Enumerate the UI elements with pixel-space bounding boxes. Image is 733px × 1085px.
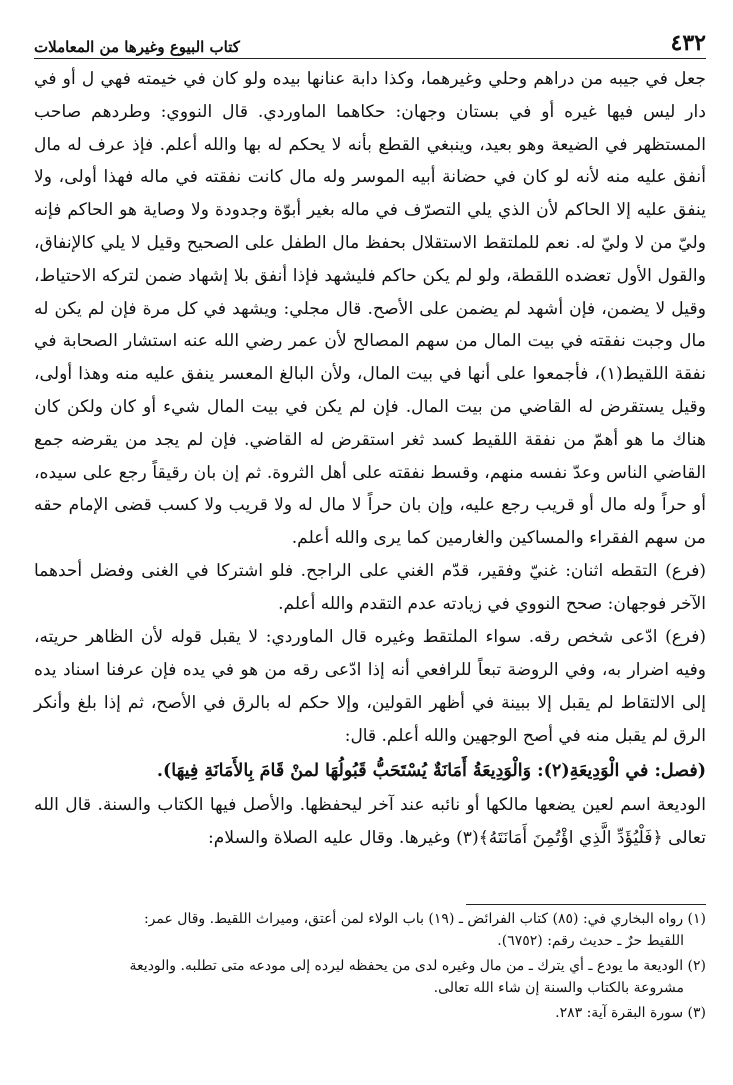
main-text [34,63,706,855]
paragraph-far-1: (فرع) التقطه اثنان: غنيّ وفقير، قدّم الغني على الراجح. فلو اشتركا في الغنى وفضل أحدهما الآخر فوجهان: صحح النووي في زيادته عدم التقدم والله أعلم. [34,560,706,614]
page [34,28,706,855]
footnote-2-line-2: مشروعة بالكتاب والسنة إن شاء الله تعالى. [433,980,684,996]
footnote-divider [466,904,706,905]
page-number: ٤٣٢ [670,30,706,56]
footnote-3 [34,1002,706,1024]
footnote-2 [34,955,706,999]
footnotes [34,904,706,1024]
running-header [34,28,706,59]
chapter-heading-wadia: (فصل: في الْوَدِيعَةِ(٢): وَالْوَدِيعَةُ أَمَانَةٌ يُسْتَحَبُّ قَبُولُهَا لمنْ قَامَ بِالأَمَانَةِ فِيهَا). [156,760,706,781]
footnote-2-line-1: (٢) الوديعة ما يودع ـ أي يترك ـ من مال وغيره لدى من يحفظه ليرده إلى مودعه متى تطلبه. والوديعة [129,958,706,974]
footnote-1-line-1: (١) رواه البخاري في: (٨٥) كتاب الفرائض ـ (١٩) باب الولاء لمن أعتق، وميراث اللقيط. وقال عمر: [143,911,706,927]
book-title: كتاب البيوع وغيرها من المعاملات [34,38,240,56]
paragraph-far-2: (فرع) ادّعى شخص رقه. سواء الملتقط وغيره قال الماوردي: لا يقبل قوله لأن الظاهر حريته، وفيه اضرار به، وفي الروضة تبعاً للرافعي أنه إذا ادّعى رقه من هو في يده فإن عرفنا اسناد يده إلى الالتقاط لم يقبل إلا ببينة في أظهر القولين، وإلا حكم له بالرق في الأصح، ثم إذا بلغ وأنكر الرق لم يقبل منه في أصح الوجهين والله أعلم. قال: [34,626,706,746]
footnote-1-line-2: اللقيط حرٌ ـ حديث رقم: (٦٧٥٢). [497,933,684,949]
paragraph-main: جعل في جيبه من دراهم وحلي وغيرهما، وكذا دابة عنانها بيده ولو كان في خيمته فهي ل أو في دار ليس فيها غيره أو في بستان وجهان: حكاهما الماوردي. قال النووي: وطردهم صاحب المستظهر في الضيعة وهو بعيد، وينبغي القطع بأنه لا يحكم له بها والله أعلم. فإذ عرف له مال أنفق عليه منه لأنه لو كان في حضانة أبيه الموسر وله مال كانت نفقته في ماله فهذا أولى، ولا ينفق عليه إلا الحاكم لأن الذي يلي التصرّف في ماله بغير أبوّة وجدودة ولا وصاية هو الحاكم فإنه وليّ من لا وليّ له. نعم للملتقط الاستقلال بحفظ مال الطفل على الصحيح وقيل لا يلي كالإنفاق، والقول الأول تعضده اللقطة، ولو لم يكن حاكم فليشهد فإذا أنفق بلا إشهاد ضمن لتركه الاحتياط، وقيل لا يضمن، فإن أشهد لم يضمن على الأصح. قال مجلي: ويشهد في كل مرة فإن لم يكن له مال وجبت نفقته في بيت المال من سهم المصالح لأن عمر رضي الله عنه استشار الصحابة في نفقة اللقيط(١)، فأجمعوا على أنها في بيت المال، ولأن البالغ المعسر ينفق عليه منه وهذا أولى، وقيل يستقرض له القاضي من بيت المال. فإن لم يكن في بيت المال شيء أو كان ولكن كان هناك ما هو أهمّ من نفقة اللقيط كسد ثغر استقرض له القاضي. فإن لم يجد من يقرضه جمع القاضي الناس وعدّ نفسه منهم، وقسط نفقته على أهل الثروة. ثم إن بان رقيقاً رجع على سيده، أو حراً وله مال أو قريب رجع عليه، وإن بان حراً لا مال له ولا قريب ولا كسب قضى الإمام حقه من سهم الفقراء والمساكين والغارمين كما يرى والله أعلم. [34,69,706,549]
footnote-3-line-1: (٣) سورة البقرة آية: ٢٨٣. [555,1005,706,1021]
paragraph-wadia: الوديعة اسم لعين يضعها مالكها أو نائبه عند آخر ليحفظها. والأصل فيها الكتاب والسنة. قال الله تعالى ﴿فَلْيُؤَدِّ الَّذِي اؤْتُمِنَ أَمَانَتَهُ﴾(٣) وغيرها. وقال عليه الصلاة والسلام: [34,794,706,848]
footnote-1 [34,908,706,952]
